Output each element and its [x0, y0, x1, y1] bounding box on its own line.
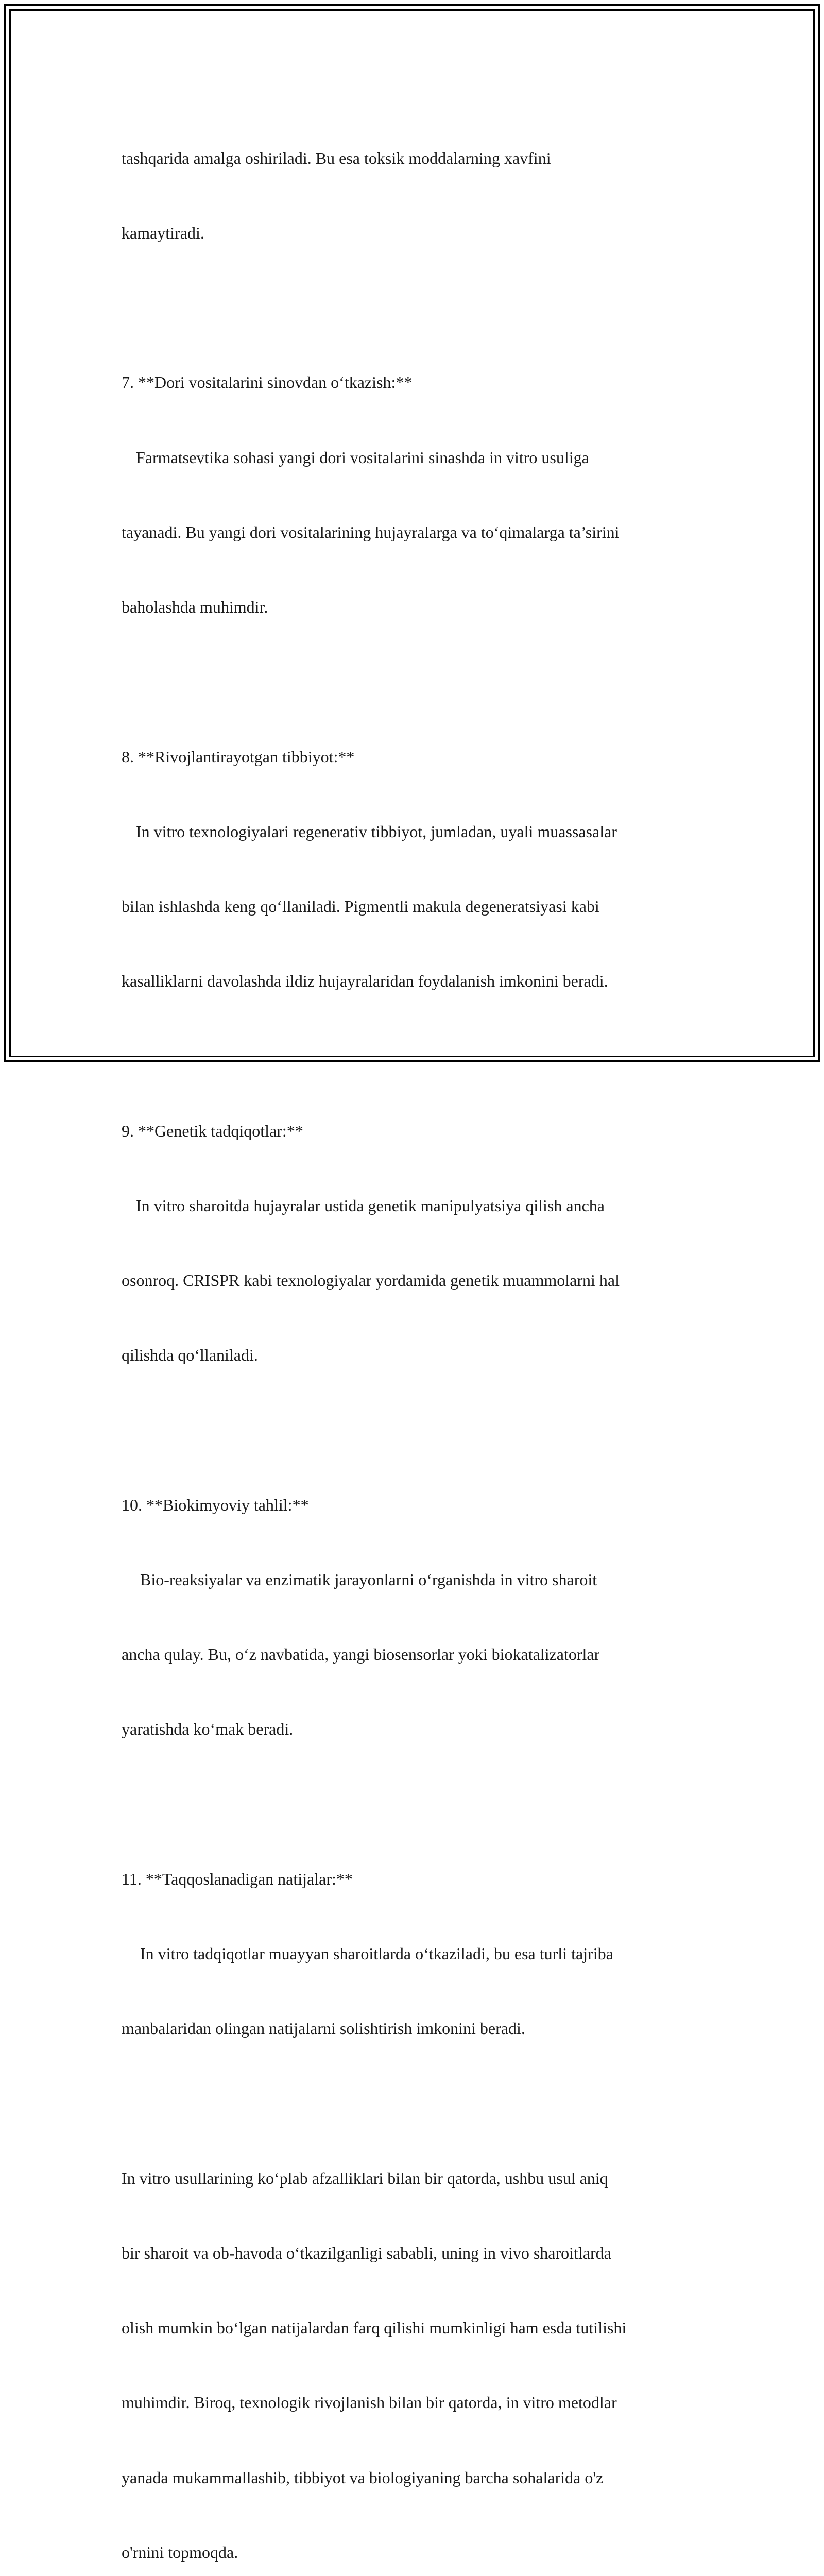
text-line: In vitro texnologiyalari regenerativ tibbiyot, jumladan, uyali muassasalar — [136, 822, 617, 841]
list-item-heading: 8. **Rivojlantirayotgan tibbiyot:** — [122, 747, 355, 766]
text-line: olish mumkin bo‘lgan natijalardan farq qilishi mumkinligi ham esda tutilishi — [122, 2318, 627, 2337]
text-line: osonroq. CRISPR kabi texnologiyalar yordamida genetik muammolarni hal — [122, 1271, 620, 1290]
text-line: bir sharoit va ob-havoda o‘tkazilganligi sababli, uning in vivo sharoitlarda — [122, 2243, 611, 2262]
text-line: Farmatsevtika sohasi yangi dori vositalarini sinashda in vitro usuliga — [136, 448, 589, 467]
text-line: In vitro usullarining ko‘plab afzalliklari bilan bir qatorda, ushbu usul aniq — [122, 2168, 608, 2188]
list-item-heading: 10. **Biokimyoviy tahlil:** — [122, 1495, 309, 1514]
conclusion-paragraph — [122, 2116, 714, 2576]
text-line: yaratishda ko‘mak beradi. — [122, 1720, 294, 1739]
text-line: tashqarida amalga oshiriladi. Bu esa toksik moddalarning xavfini — [122, 148, 551, 167]
text-line: muhimdir. Biroq, texnologik rivojlanish bilan bir qatorda, in vitro metodlar — [122, 2393, 617, 2412]
document-body — [122, 96, 714, 2576]
intro-paragraph — [122, 96, 714, 295]
text-line: ancha qulay. Bu, o‘z navbatida, yangi biosensorlar yoki biokatalizatorlar — [122, 1645, 600, 1664]
text-line: manbalaridan olingan natijalarni solishtirish imkonini beradi. — [122, 2019, 525, 2038]
list-item-10 — [122, 1443, 714, 1792]
list-item-9 — [122, 1069, 714, 1418]
text-line: baholashda muhimdir. — [122, 598, 268, 617]
list-item-7 — [122, 320, 714, 670]
list-item-heading: 11. **Taqqoslanadigan natijalar:** — [122, 1869, 353, 1888]
text-line: kamaytiradi. — [122, 224, 204, 243]
text-line: o'rnini topmoqda. — [122, 2543, 238, 2562]
list-item-heading: 7. **Dori vositalarini sinovdan o‘tkazish:** — [122, 373, 413, 392]
text-line: bilan ishlashda keng qo‘llaniladi. Pigmentli makula degeneratsiyasi kabi — [122, 896, 599, 916]
text-line: Bio-reaksiyalar va enzimatik jarayonlarni o‘rganishda in vitro sharoit — [140, 1570, 597, 1589]
list-item-heading: 9. **Genetik tadqiqotlar:** — [122, 1121, 303, 1140]
text-line: tayanadi. Bu yangi dori vositalarining hujayralarga va to‘qimalarga ta’sirini — [122, 522, 620, 541]
text-line: In vitro tadqiqotlar muayyan sharoitlarda o‘tkaziladi, bu esa turli tajriba — [140, 1944, 613, 1963]
text-line: In vitro sharoitda hujayralar ustida genetik manipulyatsiya qilish ancha — [136, 1196, 605, 1215]
text-line: qilishda qo‘llaniladi. — [122, 1346, 258, 1365]
text-line: yanada mukammallashib, tibbiyot va biologiyaning barcha sohalarida o'z — [122, 2468, 604, 2487]
list-item-11 — [122, 1817, 714, 2091]
text-line: kasalliklarni davolashda ildiz hujayralaridan foydalanish imkonini beradi. — [122, 972, 608, 991]
list-item-8 — [122, 694, 714, 1044]
